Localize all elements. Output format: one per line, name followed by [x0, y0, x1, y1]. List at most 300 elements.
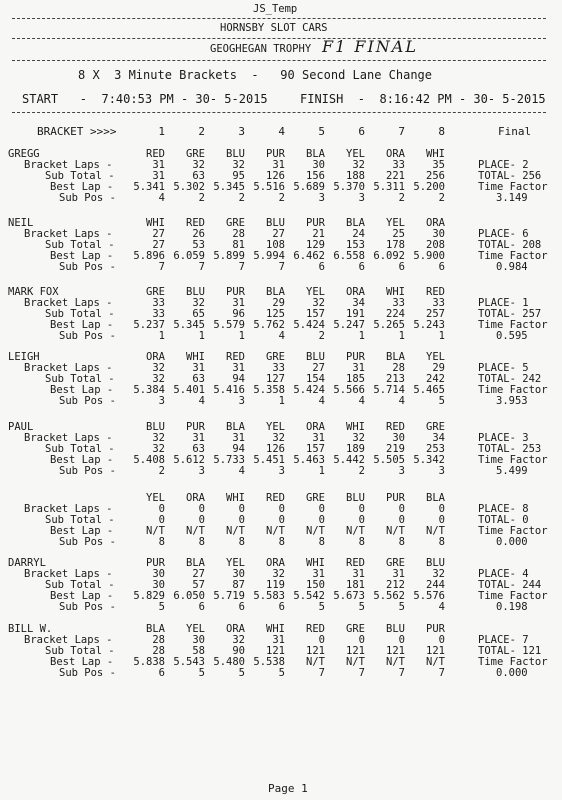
result-value: 29 [432, 362, 445, 374]
racer-name: PAUL [8, 421, 34, 433]
lane-color: GRE [306, 492, 325, 504]
result-value: 6 [198, 601, 205, 613]
final-tf-label: Time Factor [478, 656, 548, 668]
result-value: 5.689 [293, 181, 325, 193]
result-value: 3 [358, 192, 365, 204]
lane-color: BLA [146, 623, 165, 635]
result-value: 32 [232, 634, 245, 646]
lane-color: RED [346, 557, 365, 569]
row-label: Best Lap - [50, 319, 114, 331]
result-value: 27 [312, 362, 325, 374]
result-value: 157 [306, 443, 325, 455]
result-value: 5.341 [133, 181, 165, 193]
lane-color: WHI [186, 351, 205, 363]
lane-color: PUR [226, 286, 245, 298]
result-value: 32 [272, 432, 285, 444]
result-value: N/T [266, 525, 285, 537]
result-value: 0 [398, 634, 405, 646]
result-value: 5.463 [293, 454, 325, 466]
result-value: 5.562 [373, 590, 405, 602]
result-value: N/T [346, 525, 365, 537]
lane-color: BLU [306, 351, 325, 363]
result-value: 0 [238, 514, 245, 526]
finish-time: FINISH - 8:16:42 PM - 30- 5-2015 [300, 92, 546, 106]
row-label: Sub Pos - [59, 330, 116, 342]
row-label: Sub Pos - [59, 465, 116, 477]
result-value: 7 [398, 667, 405, 679]
result-value: 150 [306, 579, 325, 591]
result-value: 5.900 [413, 250, 445, 262]
lane-color: YEL [426, 351, 445, 363]
result-value: 31 [232, 362, 245, 374]
result-value: 3 [438, 465, 445, 477]
result-value: 4 [238, 465, 245, 477]
lane-color: BLA [426, 492, 445, 504]
final-tf: 3.149 [496, 192, 528, 204]
final-place: PLACE- 6 [478, 228, 529, 240]
result-value: 1 [398, 330, 405, 342]
racer-name: GREGG [8, 148, 40, 160]
result-value: 31 [312, 568, 325, 580]
result-value: 153 [346, 239, 365, 251]
result-value: 108 [266, 239, 285, 251]
lane-color: PUR [146, 557, 165, 569]
result-value: 95 [232, 170, 245, 182]
result-value: 5.480 [213, 656, 245, 668]
result-value: 5.733 [213, 454, 245, 466]
lane-color: ORA [426, 217, 445, 229]
divider [12, 18, 546, 19]
result-value: 5.416 [213, 384, 245, 396]
result-value: 6 [398, 261, 405, 273]
result-value: 6.092 [373, 250, 405, 262]
result-value: 32 [152, 362, 165, 374]
result-value: 6 [318, 261, 325, 273]
result-value: 32 [312, 297, 325, 309]
result-value: 7 [158, 261, 165, 273]
result-value: 31 [272, 159, 285, 171]
result-value: 1 [438, 330, 445, 342]
lane-color: YEL [266, 421, 285, 433]
result-value: 33 [392, 159, 405, 171]
result-value: N/T [386, 656, 405, 668]
result-value: 8 [438, 536, 445, 548]
result-value: 0 [158, 503, 165, 515]
sub-pos-row [0, 667, 562, 680]
result-value: 221 [386, 170, 405, 182]
result-value: 2 [238, 192, 245, 204]
result-value: 121 [386, 645, 405, 657]
final-tf: 0.000 [496, 667, 528, 679]
sub-pos-row [0, 330, 562, 343]
result-value: 65 [192, 308, 205, 320]
final-tf-label: Time Factor [478, 250, 548, 262]
result-value: 5.583 [253, 590, 285, 602]
bracket-number: 4 [278, 125, 285, 138]
result-value: 0 [318, 514, 325, 526]
result-value: 154 [306, 373, 325, 385]
lane-color: YEL [146, 492, 165, 504]
lane-color: BLU [386, 623, 405, 635]
row-label: Sub Pos - [59, 395, 116, 407]
result-value: 0 [398, 514, 405, 526]
result-value: 87 [232, 579, 245, 591]
result-value: 5.237 [133, 319, 165, 331]
result-value: 5.838 [133, 656, 165, 668]
row-label: Sub Total - [45, 443, 115, 455]
result-value: 58 [192, 645, 205, 657]
result-value: 5.345 [213, 181, 245, 193]
row-label: Best Lap - [50, 454, 114, 466]
club-name: HORNSBY SLOT CARS [220, 22, 328, 34]
result-value: 0 [278, 514, 285, 526]
result-value: 33 [272, 362, 285, 374]
result-value: 185 [346, 373, 365, 385]
result-value: 0 [438, 634, 445, 646]
result-value: 0 [318, 634, 325, 646]
result-value: N/T [426, 656, 445, 668]
result-value: 5.345 [173, 319, 205, 331]
result-value: 5.465 [413, 384, 445, 396]
row-label: Bracket Laps - [24, 634, 113, 646]
lane-color: PUR [306, 217, 325, 229]
result-value: 189 [346, 443, 365, 455]
result-value: 3 [398, 465, 405, 477]
lane-color: BLU [426, 557, 445, 569]
lane-color: GRE [386, 557, 405, 569]
result-value: 5.899 [213, 250, 245, 262]
result-value: 4 [278, 330, 285, 342]
result-value: 125 [266, 308, 285, 320]
result-value: 30 [392, 432, 405, 444]
racer-name: MARK FOX [8, 286, 59, 298]
result-value: 5.265 [373, 319, 405, 331]
result-value: 5.243 [413, 319, 445, 331]
lane-color: BLA [306, 148, 325, 160]
result-value: 21 [312, 228, 325, 240]
row-label: Sub Total - [45, 239, 115, 251]
row-label: Bracket Laps - [24, 503, 113, 515]
final-place: PLACE- 5 [478, 362, 529, 374]
result-value: 6 [238, 601, 245, 613]
lane-color: WHI [146, 217, 165, 229]
row-label: Sub Pos - [59, 536, 116, 548]
result-value: 5.408 [133, 454, 165, 466]
result-value: 5.566 [333, 384, 365, 396]
result-value: 5.542 [293, 590, 325, 602]
result-value: 33 [152, 297, 165, 309]
result-value: 5.505 [373, 454, 405, 466]
result-value: 28 [152, 634, 165, 646]
result-value: 242 [426, 373, 445, 385]
result-value: 32 [192, 159, 205, 171]
result-value: 119 [266, 579, 285, 591]
result-value: 5.401 [173, 384, 205, 396]
final-total: TOTAL- 244 [478, 579, 542, 591]
result-value: 5.714 [373, 384, 405, 396]
result-value: 33 [432, 297, 445, 309]
result-value: N/T [346, 656, 365, 668]
result-value: 253 [426, 443, 445, 455]
row-label: Sub Pos - [59, 261, 116, 273]
start-time: START - 7:40:53 PM - 30- 5-2015 [22, 92, 268, 106]
lane-color: BLU [186, 286, 205, 298]
row-label: Sub Pos - [59, 667, 116, 679]
row-label: Bracket Laps - [24, 228, 113, 240]
result-value: 8 [358, 536, 365, 548]
result-value: 90 [232, 645, 245, 657]
divider [12, 112, 546, 113]
lane-color: WHI [426, 148, 445, 160]
bracket-number: 5 [318, 125, 325, 138]
lane-color: BLA [226, 421, 245, 433]
final-tf: 0.595 [496, 330, 528, 342]
lane-color: YEL [306, 286, 325, 298]
result-value: 0 [358, 514, 365, 526]
result-value: 35 [432, 159, 445, 171]
final-total: TOTAL- 257 [478, 308, 542, 320]
result-value: 5.538 [253, 656, 285, 668]
final-total: TOTAL- 121 [478, 645, 542, 657]
result-value: 4 [318, 395, 325, 407]
result-value: 5.370 [333, 181, 365, 193]
result-value: 27 [272, 228, 285, 240]
result-value: 32 [152, 443, 165, 455]
lane-color: BLA [346, 217, 365, 229]
lane-color: BLU [146, 421, 165, 433]
result-value: 213 [386, 373, 405, 385]
result-value: 2 [198, 192, 205, 204]
result-value: 5 [358, 601, 365, 613]
final-tf: 0.198 [496, 601, 528, 613]
result-value: 28 [392, 362, 405, 374]
result-value: 31 [152, 170, 165, 182]
row-label: Sub Pos - [59, 601, 116, 613]
final-tf-label: Time Factor [478, 590, 548, 602]
sub-pos-row [0, 261, 562, 274]
result-value: 4 [358, 395, 365, 407]
result-value: 25 [392, 228, 405, 240]
lane-color: RED [146, 148, 165, 160]
result-value: 63 [192, 443, 205, 455]
bracket-header [0, 125, 562, 138]
result-value: 32 [192, 297, 205, 309]
result-value: 7 [438, 667, 445, 679]
row-label: Sub Pos - [59, 192, 116, 204]
final-total: TOTAL- 0 [478, 514, 529, 526]
result-value: 121 [346, 645, 365, 657]
result-value: N/T [386, 525, 405, 537]
result-value: 0 [398, 503, 405, 515]
lane-color: GRE [186, 148, 205, 160]
result-value: 5.576 [413, 590, 445, 602]
result-value: 31 [232, 432, 245, 444]
row-label: Sub Total - [45, 645, 115, 657]
result-value: 1 [198, 330, 205, 342]
final-tf-label: Time Factor [478, 454, 548, 466]
final-place: PLACE- 2 [478, 159, 529, 171]
result-value: 27 [152, 228, 165, 240]
lane-color: ORA [306, 421, 325, 433]
result-value: 5 [438, 395, 445, 407]
result-value: 212 [386, 579, 405, 591]
bracket-number: 3 [238, 125, 245, 138]
lane-color: ORA [146, 351, 165, 363]
result-value: 5 [158, 601, 165, 613]
lane-color: ORA [346, 286, 365, 298]
result-value: 5.612 [173, 454, 205, 466]
result-value: 5.673 [333, 590, 365, 602]
result-value: 121 [306, 645, 325, 657]
result-value: 8 [318, 536, 325, 548]
result-value: 30 [232, 568, 245, 580]
result-value: 156 [306, 170, 325, 182]
final-tf-label: Time Factor [478, 525, 548, 537]
result-value: 5.358 [253, 384, 285, 396]
result-value: 7 [198, 261, 205, 273]
lane-color: PUR [266, 148, 285, 160]
final-tf: 0.984 [496, 261, 528, 273]
result-value: 6.059 [173, 250, 205, 262]
sub-pos-row [0, 465, 562, 478]
lane-color: GRE [146, 286, 165, 298]
racer-name: NEIL [8, 217, 34, 229]
divider [12, 38, 546, 39]
lane-color: RED [306, 623, 325, 635]
result-value: 208 [426, 239, 445, 251]
result-value: 6 [158, 667, 165, 679]
lane-color: YEL [346, 148, 365, 160]
result-value: 5.994 [253, 250, 285, 262]
result-value: 0 [438, 514, 445, 526]
result-value: 32 [352, 432, 365, 444]
result-value: 0 [198, 503, 205, 515]
bracket-number: 7 [398, 125, 405, 138]
lane-color: PUR [426, 623, 445, 635]
final-tf-label: Time Factor [478, 181, 548, 193]
lane-color: WHI [266, 623, 285, 635]
result-value: 63 [192, 170, 205, 182]
lane-color: PUR [346, 351, 365, 363]
final-total: TOTAL- 208 [478, 239, 542, 251]
result-value: 8 [398, 536, 405, 548]
sub-pos-row [0, 536, 562, 549]
divider [12, 60, 546, 61]
lane-color: ORA [226, 623, 245, 635]
final-tf: 5.499 [496, 465, 528, 477]
lane-color: RED [386, 421, 405, 433]
result-value: 34 [432, 432, 445, 444]
result-value: 5.829 [133, 590, 165, 602]
row-label: Best Lap - [50, 590, 114, 602]
result-value: 191 [346, 308, 365, 320]
result-value: 7 [358, 667, 365, 679]
result-value: 31 [352, 568, 365, 580]
result-value: 3 [318, 192, 325, 204]
lane-color: BLU [226, 148, 245, 160]
result-value: 0 [198, 514, 205, 526]
result-value: 8 [278, 536, 285, 548]
lane-color: RED [226, 351, 245, 363]
result-value: 30 [312, 159, 325, 171]
racer-name: DARRYL [8, 557, 46, 569]
row-label: Best Lap - [50, 384, 114, 396]
result-value: 32 [272, 568, 285, 580]
result-value: 5.579 [213, 319, 245, 331]
result-value: 157 [306, 308, 325, 320]
sub-pos-row [0, 192, 562, 205]
lane-color: WHI [226, 492, 245, 504]
result-value: 28 [152, 645, 165, 657]
result-value: 0 [358, 503, 365, 515]
result-value: 0 [438, 503, 445, 515]
result-value: 57 [192, 579, 205, 591]
lane-color: YEL [186, 623, 205, 635]
result-value: 121 [266, 645, 285, 657]
result-value: 5.516 [253, 181, 285, 193]
result-value: 121 [426, 645, 445, 657]
lane-color: BLA [266, 286, 285, 298]
result-value: 31 [272, 634, 285, 646]
result-value: 6.558 [333, 250, 365, 262]
final-total: TOTAL- 242 [478, 373, 542, 385]
result-value: 5 [238, 667, 245, 679]
lane-color: RED [266, 492, 285, 504]
result-value: 32 [352, 159, 365, 171]
lane-color: WHI [306, 557, 325, 569]
result-value: 3 [278, 465, 285, 477]
lane-color: WHI [346, 421, 365, 433]
lane-color: GRE [266, 351, 285, 363]
doc-title: JS_Temp [253, 3, 298, 15]
result-value: 1 [318, 465, 325, 477]
result-value: 5.762 [253, 319, 285, 331]
result-value: 181 [346, 579, 365, 591]
result-value: 31 [192, 362, 205, 374]
result-value: 219 [386, 443, 405, 455]
lane-color: BLU [266, 217, 285, 229]
lane-color: WHI [386, 286, 405, 298]
result-value: 53 [192, 239, 205, 251]
handwritten-annotation: F1 FINAL [322, 37, 418, 56]
result-value: 1 [358, 330, 365, 342]
result-value: 7 [318, 667, 325, 679]
final-tf: 3.953 [496, 395, 528, 407]
lane-color: BLA [386, 351, 405, 363]
result-value: 7 [278, 261, 285, 273]
result-value: 188 [346, 170, 365, 182]
result-value: 5.311 [373, 181, 405, 193]
final-total: TOTAL- 253 [478, 443, 542, 455]
result-value: 2 [158, 465, 165, 477]
result-value: 5 [198, 667, 205, 679]
row-label: Best Lap - [50, 525, 114, 537]
result-value: 4 [198, 395, 205, 407]
result-value: 5.342 [413, 454, 445, 466]
bracket-number: 1 [158, 125, 165, 138]
result-value: 2 [438, 192, 445, 204]
result-value: 31 [192, 432, 205, 444]
result-value: 257 [426, 308, 445, 320]
sub-pos-row [0, 395, 562, 408]
result-value: 1 [238, 330, 245, 342]
trophy-name: GEOGHEGAN TROPHY [210, 43, 312, 55]
result-value: 8 [198, 536, 205, 548]
lane-color: ORA [186, 492, 205, 504]
row-label: Best Lap - [50, 656, 114, 668]
row-label: Sub Total - [45, 514, 115, 526]
result-value: 0 [318, 503, 325, 515]
